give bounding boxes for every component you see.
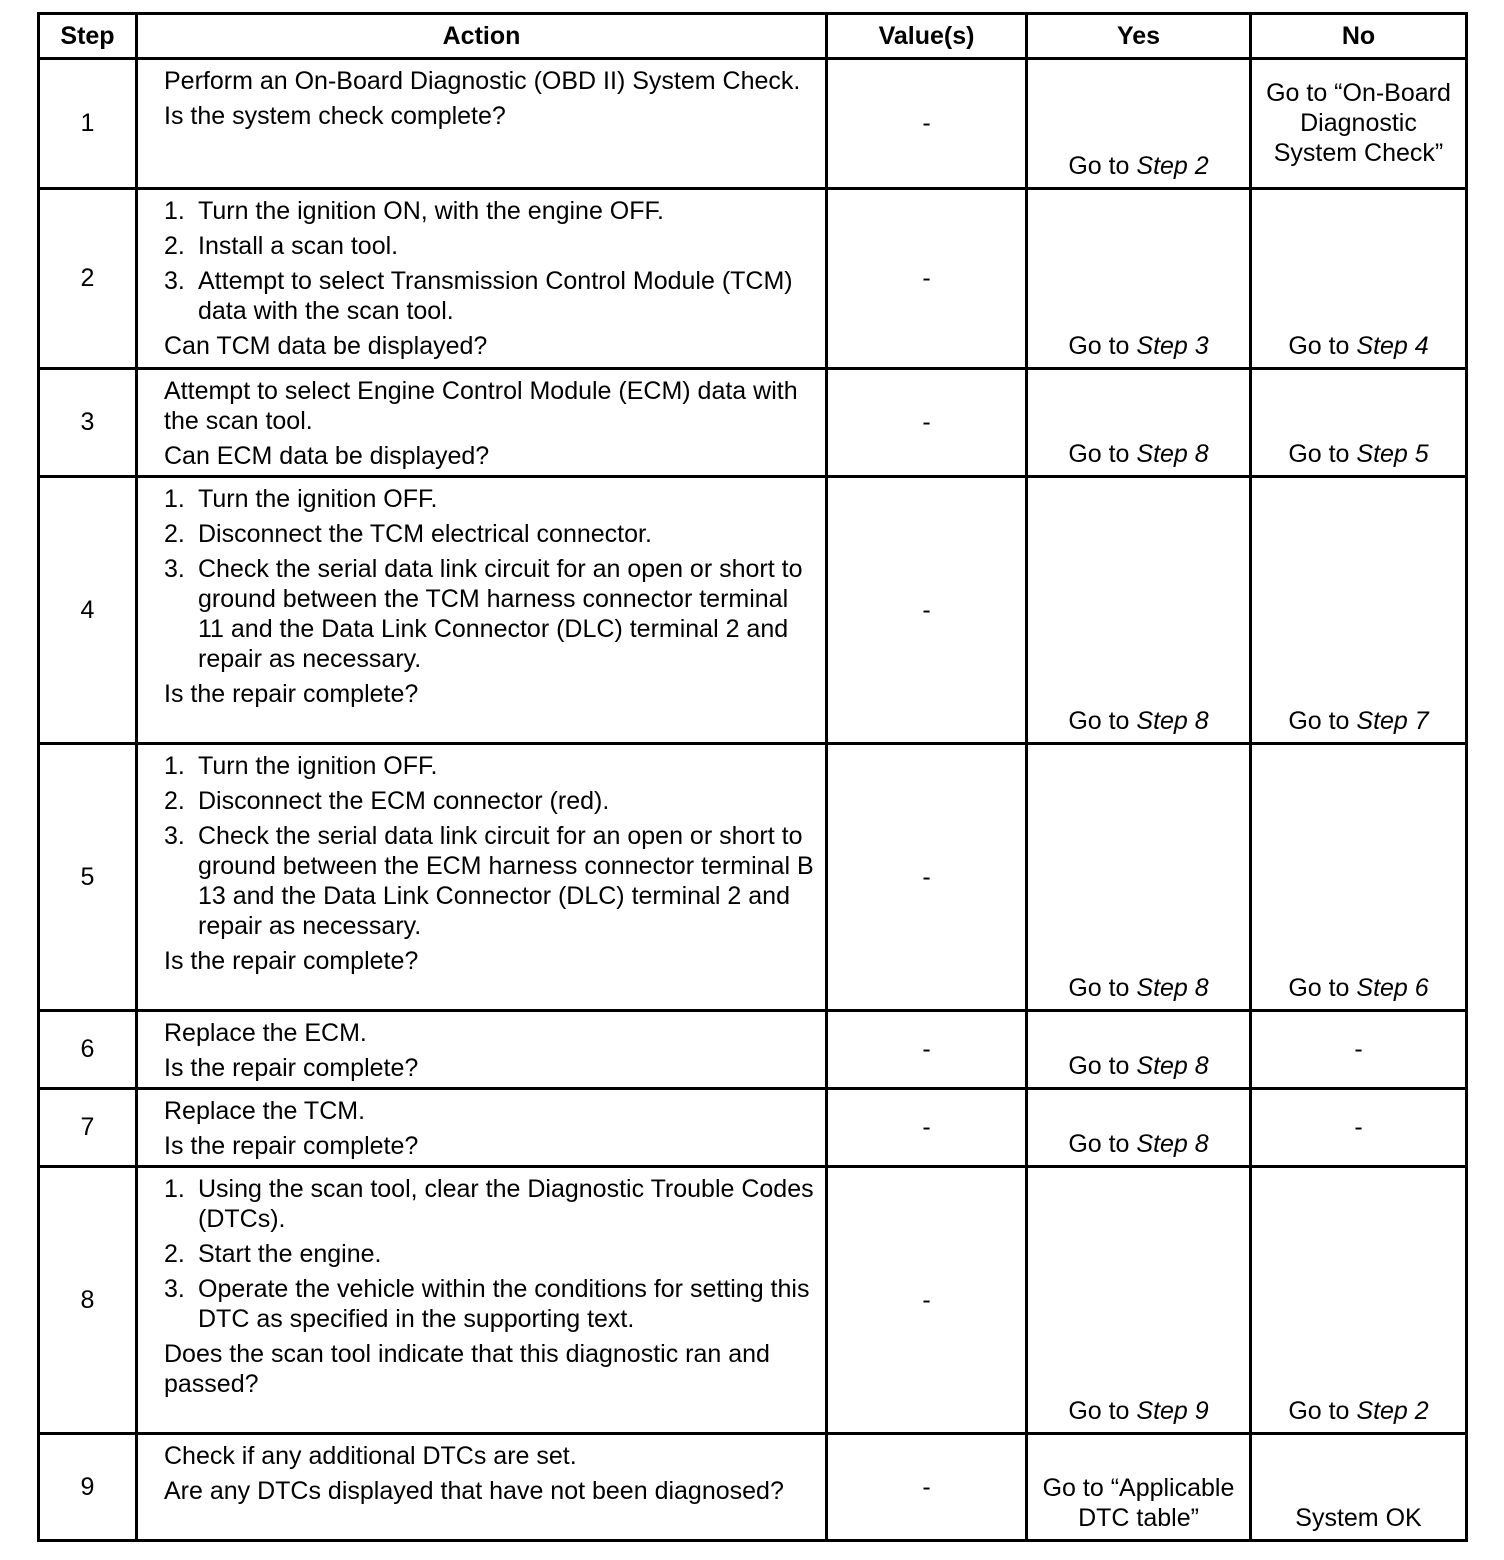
- value-cell: -: [827, 369, 1027, 477]
- goto-text: -: [1354, 1112, 1363, 1141]
- action-step-number: 1.: [164, 752, 185, 780]
- yes-cell: [1027, 744, 1251, 1011]
- action-steps-list: [164, 196, 815, 326]
- action-step-text: Operate the vehicle within the conditions for setting this DTC as specified in the supporting text.: [198, 1275, 810, 1333]
- action-step-number: 2.: [164, 787, 185, 815]
- action-step-number: 2.: [164, 1240, 185, 1268]
- goto-prefix: Go to: [1068, 707, 1137, 735]
- goto-link: [1068, 707, 1208, 735]
- goto-prefix: Go to: [1068, 332, 1137, 360]
- goto-link: [1068, 1130, 1208, 1158]
- action-step-text: Disconnect the ECM connector (red).: [198, 787, 610, 815]
- goto-step-target: Step 3: [1136, 332, 1209, 360]
- value-cell: -: [827, 59, 1027, 189]
- value-cell: -: [827, 1167, 1027, 1434]
- value-cell: -: [827, 744, 1027, 1011]
- action-steps-list: [164, 1174, 815, 1334]
- step-number: 7: [39, 1089, 137, 1167]
- table-row: [39, 477, 1467, 744]
- goto-prefix: Go to: [1068, 440, 1137, 468]
- action-step-number: 1.: [164, 485, 185, 513]
- action-text: Replace the TCM.: [164, 1097, 366, 1125]
- action-question: Can TCM data be displayed?: [164, 332, 488, 360]
- action-cell: [137, 189, 827, 369]
- action-step-item: [164, 231, 815, 261]
- action-step-number: 3.: [164, 267, 185, 295]
- action-step-number: 1.: [164, 1175, 185, 1203]
- header-step: Step: [39, 14, 137, 59]
- diagnostic-table: [37, 12, 1468, 1542]
- goto-text: System OK: [1295, 1504, 1422, 1532]
- table-row: [39, 1167, 1467, 1434]
- action-question: Does the scan tool indicate that this diagnostic ran and passed?: [164, 1340, 770, 1398]
- goto-step-target: Step 8: [1136, 707, 1209, 735]
- table-row: [39, 1011, 1467, 1089]
- goto-link: [1068, 440, 1208, 468]
- action-question: Is the repair complete?: [164, 947, 419, 975]
- no-cell: [1251, 1167, 1467, 1434]
- action-cell: [137, 1089, 827, 1167]
- action-cell: [137, 477, 827, 744]
- action-step-item: [164, 1239, 815, 1269]
- action-step-item: [164, 751, 815, 781]
- goto-step-target: Step 9: [1136, 1397, 1209, 1425]
- table-row: [39, 369, 1467, 477]
- no-cell: [1251, 1011, 1467, 1089]
- goto-link: [1068, 974, 1208, 1002]
- goto-link: [1068, 1397, 1208, 1425]
- action-step-item: [164, 1274, 815, 1334]
- goto-text: Go to “On-Board Diagnostic System Check”: [1266, 78, 1451, 167]
- action-step-text: Install a scan tool.: [198, 232, 399, 260]
- action-step-text: Using the scan tool, clear the Diagnostic Trouble Codes (DTCs).: [198, 1175, 814, 1233]
- value-cell: -: [827, 477, 1027, 744]
- goto-link: [1288, 707, 1428, 735]
- action-step-number: 1.: [164, 197, 185, 225]
- no-cell: [1251, 744, 1467, 1011]
- action-cell: [137, 369, 827, 477]
- goto-prefix: Go to: [1288, 707, 1357, 735]
- goto-prefix: Go to: [1068, 974, 1137, 1002]
- action-step-text: Start the engine.: [198, 1240, 382, 1268]
- header-yes: Yes: [1027, 14, 1251, 59]
- action-step-text: Check the serial data link circuit for an open or short to ground between the ECM harness connector terminal B 13 and the Data Link Connector (DLC) terminal 2 and repair as necessary.: [198, 822, 814, 940]
- step-number: 2: [39, 189, 137, 369]
- action-text: Attempt to select Engine Control Module (ECM) data with the scan tool.: [164, 377, 798, 435]
- value-cell: -: [827, 1434, 1027, 1541]
- action-step-text: Turn the ignition OFF.: [198, 485, 438, 513]
- header-action: Action: [137, 14, 827, 59]
- goto-step-target: Step 2: [1136, 152, 1209, 180]
- action-cell: [137, 1167, 827, 1434]
- yes-cell: [1027, 369, 1251, 477]
- table-row: [39, 1434, 1467, 1541]
- step-number: 5: [39, 744, 137, 1011]
- action-step-item: [164, 266, 815, 326]
- header-row: [39, 14, 1467, 59]
- no-cell: [1251, 1089, 1467, 1167]
- value-cell: -: [827, 1089, 1027, 1167]
- goto-step-target: Step 4: [1356, 332, 1429, 360]
- action-step-text: Turn the ignition OFF.: [198, 752, 438, 780]
- yes-cell: [1027, 59, 1251, 189]
- action-steps-list: [164, 484, 815, 674]
- action-step-item: [164, 1174, 815, 1234]
- action-question: Is the repair complete?: [164, 1132, 419, 1160]
- table-row: [39, 1089, 1467, 1167]
- action-step-number: 2.: [164, 520, 185, 548]
- action-question: Is the system check complete?: [164, 102, 506, 130]
- table-row: [39, 189, 1467, 369]
- goto-prefix: Go to: [1288, 1397, 1357, 1425]
- goto-step-target: Step 5: [1356, 440, 1429, 468]
- goto-step-target: Step 6: [1356, 974, 1429, 1002]
- header-no: No: [1251, 14, 1467, 59]
- step-number: 1: [39, 59, 137, 189]
- step-number: 8: [39, 1167, 137, 1434]
- goto-step-target: Step 8: [1136, 974, 1209, 1002]
- goto-step-target: Step 8: [1136, 1052, 1209, 1080]
- action-step-number: 3.: [164, 1275, 185, 1303]
- action-step-text: Attempt to select Transmission Control Module (TCM) data with the scan tool.: [198, 267, 793, 325]
- no-cell: [1251, 189, 1467, 369]
- action-cell: [137, 59, 827, 189]
- goto-step-target: Step 8: [1136, 440, 1209, 468]
- goto-link: [1288, 332, 1428, 360]
- goto-prefix: Go to: [1068, 1130, 1137, 1158]
- goto-step-target: Step 7: [1356, 707, 1429, 735]
- goto-link: [1068, 152, 1208, 180]
- action-step-number: 3.: [164, 822, 185, 850]
- value-cell: -: [827, 189, 1027, 369]
- table-row: [39, 59, 1467, 189]
- no-cell: [1251, 59, 1467, 189]
- action-cell: [137, 744, 827, 1011]
- goto-prefix: Go to: [1288, 974, 1357, 1002]
- goto-step-target: Step 2: [1356, 1397, 1429, 1425]
- yes-cell: [1027, 1434, 1251, 1541]
- action-text: Replace the ECM.: [164, 1019, 367, 1047]
- action-step-item: [164, 196, 815, 226]
- action-step-item: [164, 786, 815, 816]
- header-values: Value(s): [827, 14, 1027, 59]
- yes-cell: [1027, 189, 1251, 369]
- yes-cell: [1027, 1011, 1251, 1089]
- goto-text: -: [1354, 1034, 1363, 1063]
- action-step-item: [164, 484, 815, 514]
- yes-cell: [1027, 1167, 1251, 1434]
- goto-link: [1068, 1052, 1208, 1080]
- step-number: 3: [39, 369, 137, 477]
- table-row: [39, 744, 1467, 1011]
- action-step-text: Disconnect the TCM electrical connector.: [198, 520, 652, 548]
- action-step-item: [164, 821, 815, 941]
- action-question: Is the repair complete?: [164, 680, 419, 708]
- action-question: Is the repair complete?: [164, 1054, 419, 1082]
- goto-step-target: Step 8: [1136, 1130, 1209, 1158]
- action-step-number: 2.: [164, 232, 185, 260]
- action-step-text: Check the serial data link circuit for an open or short to ground between the TCM harness connector terminal 11 and the Data Link Connector (DLC) terminal 2 and repair as necessary.: [198, 555, 803, 673]
- step-number: 9: [39, 1434, 137, 1541]
- goto-prefix: Go to: [1068, 1052, 1137, 1080]
- no-cell: [1251, 1434, 1467, 1541]
- yes-cell: [1027, 477, 1251, 744]
- table-body: [39, 59, 1467, 1541]
- no-cell: [1251, 369, 1467, 477]
- action-steps-list: [164, 751, 815, 941]
- action-step-item: [164, 554, 815, 674]
- action-question: Are any DTCs displayed that have not been diagnosed?: [164, 1477, 784, 1505]
- goto-text: Go to “Applicable DTC table”: [1042, 1474, 1235, 1532]
- step-number: 6: [39, 1011, 137, 1089]
- goto-prefix: Go to: [1288, 440, 1357, 468]
- action-step-number: 3.: [164, 555, 185, 583]
- goto-prefix: Go to: [1288, 332, 1357, 360]
- action-cell: [137, 1011, 827, 1089]
- action-text: Perform an On-Board Diagnostic (OBD II) System Check.: [164, 67, 801, 95]
- goto-link: [1068, 332, 1208, 360]
- no-cell: [1251, 477, 1467, 744]
- action-step-text: Turn the ignition ON, with the engine OFF.: [198, 197, 664, 225]
- goto-link: [1288, 974, 1428, 1002]
- action-step-item: [164, 519, 815, 549]
- goto-prefix: Go to: [1068, 1397, 1137, 1425]
- goto-prefix: Go to: [1068, 152, 1137, 180]
- goto-link: [1288, 440, 1428, 468]
- action-question: Can ECM data be displayed?: [164, 442, 490, 470]
- step-number: 4: [39, 477, 137, 744]
- action-cell: [137, 1434, 827, 1541]
- value-cell: -: [827, 1011, 1027, 1089]
- goto-link: [1288, 1397, 1428, 1425]
- action-text: Check if any additional DTCs are set.: [164, 1442, 577, 1470]
- yes-cell: [1027, 1089, 1251, 1167]
